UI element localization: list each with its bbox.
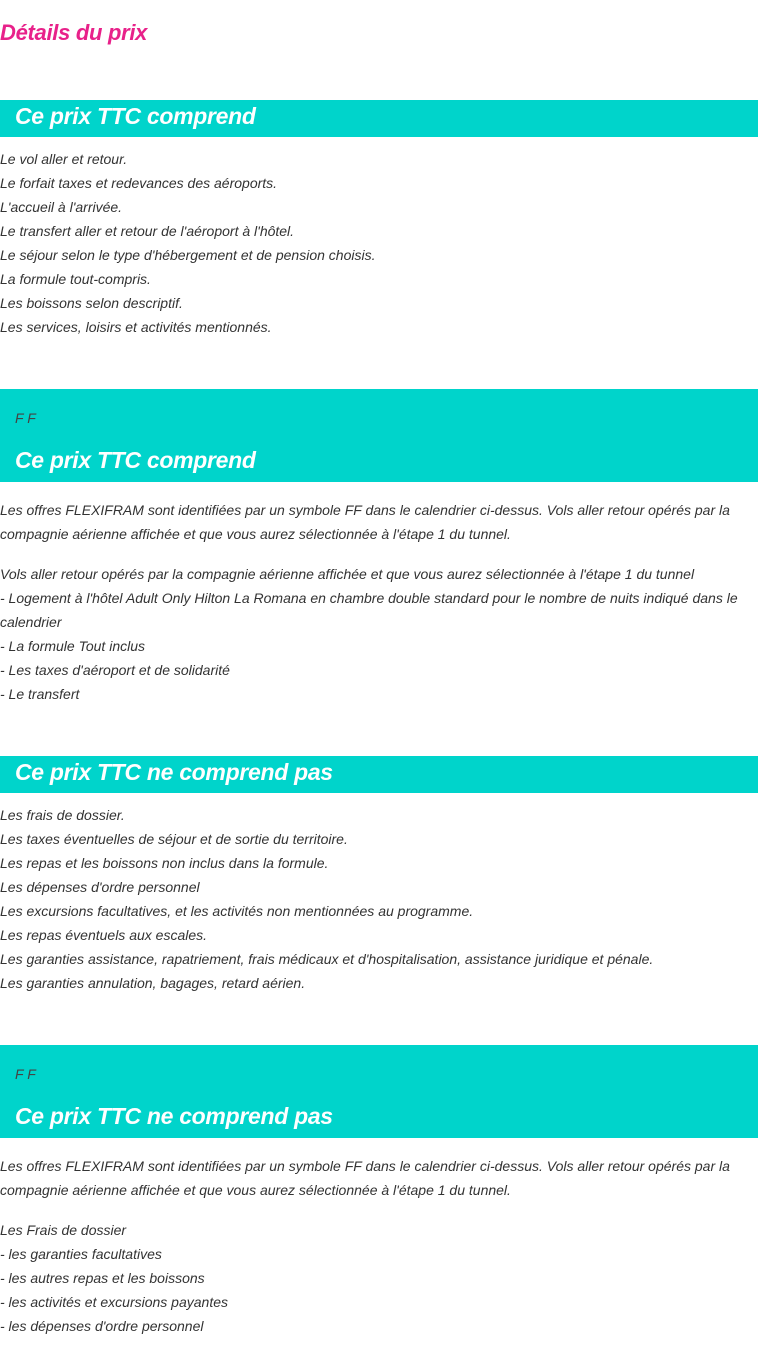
flexifram-not-included-details [0,1218,755,1338]
list-item: Les repas et les boissons non inclus dans la formule. [0,855,329,871]
detail-line: - Le transfert [0,686,80,702]
detail-line: Vols aller retour opérés par la compagnie aérienne affichée et que vous aurez sélectionnée à l'étape 1 du tunnel [0,566,695,582]
section-flexifram-not-included-header [0,1045,758,1138]
list-item: Les services, loisirs et activités mentionnés. [0,319,272,335]
detail-line: - Logement à l'hôtel Adult Only Hilton La Romana en chambre double standard pour le nombre de nuits indiqué dans le calendrier [0,590,738,630]
flexifram-code: F F [15,1066,36,1082]
section-not-included-title: Ce prix TTC ne comprend pas [15,759,333,785]
flexifram-not-included-intro: Les offres FLEXIFRAM sont identifiées par un symbole FF dans le calendrier ci-dessus. Vols aller retour opérés par la compagnie aérienne affichée et que vous aurez sélectionnée à l'étape 1 du tunnel. [0,1158,730,1198]
list-item: Les dépenses d'ordre personnel [0,879,200,895]
section-included-header [0,100,758,137]
list-item: Les garanties assistance, rapatriement, frais médicaux et d'hospitalisation, assistance juridique et pénale. [0,951,654,967]
list-item: Les repas éventuels aux escales. [0,927,208,943]
list-item: La formule tout-compris. [0,271,151,287]
section-flexifram-not-included-title: Ce prix TTC ne comprend pas [15,1103,333,1129]
detail-line: - La formule Tout inclus [0,638,145,654]
list-item: Les garanties annulation, bagages, retard aérien. [0,975,306,991]
section-flexifram-included-header [0,389,758,482]
detail-line: - les dépenses d'ordre personnel [0,1318,204,1334]
detail-line: - les activités et excursions payantes [0,1294,228,1310]
not-included-list [0,803,758,995]
section-flexifram-included-title: Ce prix TTC comprend [15,447,256,473]
page-title: Détails du prix [0,20,148,45]
flexifram-included-details [0,562,755,706]
detail-line: - les garanties facultatives [0,1246,162,1262]
flexifram-included-intro: Les offres FLEXIFRAM sont identifiées par un symbole FF dans le calendrier ci-dessus. Vols aller retour opérés par la compagnie aérienne affichée et que vous aurez sélectionnée à l'étape 1 du tunnel. [0,502,730,542]
flexifram-code: F F [15,410,36,426]
list-item: Les frais de dossier. [0,807,125,823]
list-item: Le vol aller et retour. [0,151,128,167]
detail-line: - les autres repas et les boissons [0,1270,205,1286]
list-item: Le forfait taxes et redevances des aéroports. [0,175,278,191]
included-list [0,147,758,339]
section-not-included-header [0,756,758,793]
list-item: Le transfert aller et retour de l'aéroport à l'hôtel. [0,223,295,239]
list-item: Les taxes éventuelles de séjour et de sortie du territoire. [0,831,348,847]
list-item: Les excursions facultatives, et les activités non mentionnées au programme. [0,903,474,919]
list-item: Le séjour selon le type d'hébergement et de pension choisis. [0,247,376,263]
list-item: L'accueil à l'arrivée. [0,199,123,215]
detail-line: - Les taxes d'aéroport et de solidarité [0,662,230,678]
detail-line: Les Frais de dossier [0,1222,127,1238]
list-item: Les boissons selon descriptif. [0,295,183,311]
section-included-title: Ce prix TTC comprend [15,103,256,129]
